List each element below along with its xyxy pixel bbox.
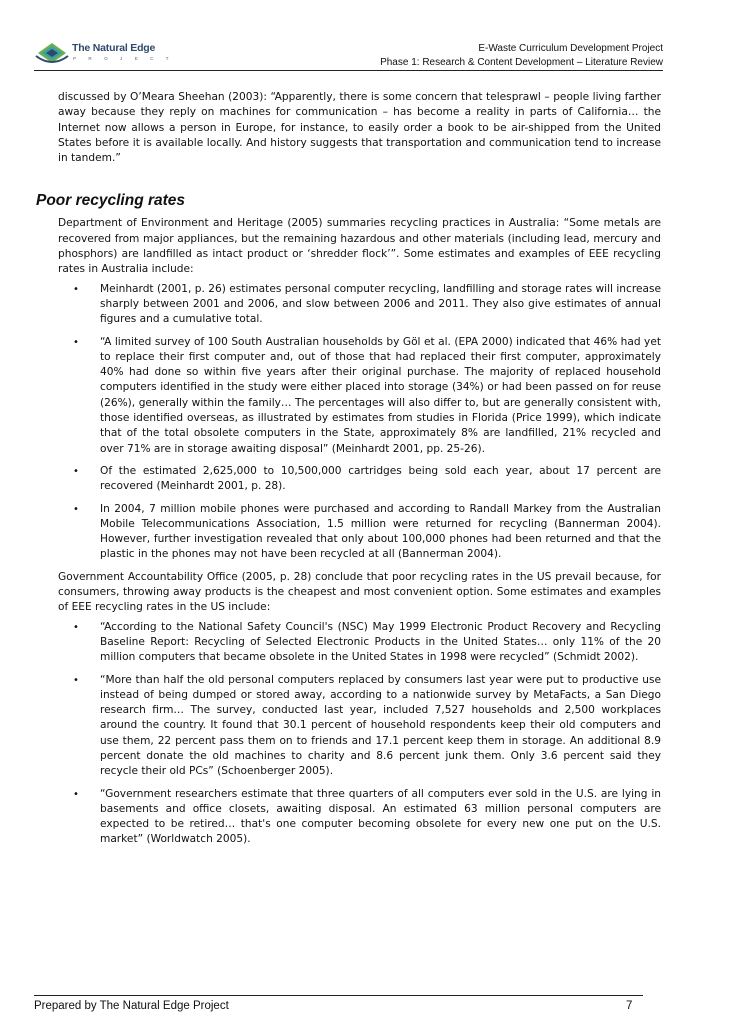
intro-paragraph: discussed by O’Meara Sheehan (2003): “Apparently, there is some concern that telesprawl – people living farther away because they reply on machines for communication – has become a reality in parts of California… the Internet now allows a person in Europe, for instance, to easily order a book to be air-shipped from the United States before it is available locally. And history suggests that transportation and communication tend to increase in tandem.” <box>58 91 661 165</box>
list-item: • Meinhardt (2001, p. 26) estimates personal computer recycling, landfilling and storage rates will increase sharply between 2001 and 2006, and slow between 2006 and 2011. They also give estimates of annual figures and a cumulative total. <box>73 282 661 326</box>
logo-subtitle: P R O J E C T <box>73 56 175 61</box>
australia-list <box>58 282 661 563</box>
project-title: E-Waste Curriculum Development Project <box>478 43 663 54</box>
page-number: 7 <box>626 1000 633 1012</box>
logo-mark-icon <box>34 38 70 68</box>
logo <box>34 38 175 68</box>
list-item: • Of the estimated 2,625,000 to 10,500,000 cartridges being sold each year, about 17 percent are recovered (Meinhardt 2001, p. 28). <box>73 464 661 493</box>
bullet-icon: • <box>73 336 79 348</box>
list-item: • In 2004, 7 million mobile phones were purchased and according to Randall Markey from the Australian Mobile Telecommunications Association, 1.5 million were returned for recycling (Bannerman 2004). However, further investigation revealed that only about 100,000 phones had been returned and that the plastic in the phones may not have been recycled at all (Bannerman 2004). <box>73 502 661 561</box>
list-item: • “More than half the old personal computers replaced by consumers last year were put to productive use instead of being dumped or stored away, according to a nationwide survey by MetaFacts, a San Diego research firm… The survey, conducted last year, included 7,527 households and 2,500 workplaces around the country. It found that 30.1 percent of household respondents keep their old computers and use them, 22 percent pass them on to friends and 17.1 percent keep them in storage. An additional 8.9 percent donate the old machines to charity and 8.6 percent junk them. Only 3.6 percent said they recycle their old PCs” (Schoenberger 2005). <box>73 673 661 778</box>
us-list <box>58 620 661 848</box>
bullet-icon: • <box>73 503 79 515</box>
list-item: • “According to the National Safety Council's (NSC) May 1999 Electronic Product Recovery and Recycling Baseline Report: Recycling of Selected Electronic Products in the United States… only 11% of the 20 million computers that became obsolete in the United States in 1998 were recycled” (Schmidt 2002). <box>73 620 661 664</box>
logo-name: The Natural Edge <box>72 42 156 54</box>
footer-rule <box>34 995 643 996</box>
phase-title: Phase 1: Research & Content Development – Literature Review <box>380 57 663 68</box>
footer-prepared-by: Prepared by The Natural Edge Project <box>34 1000 229 1012</box>
page-header <box>0 0 729 80</box>
bullet-icon: • <box>73 621 79 633</box>
list-item: • “A limited survey of 100 South Australian households by Göl et al. (EPA 2000) indicated that 46% had yet to replace their first computer and, out of those that had replaced their first computer, approximately 40% had done so within five years after their original purchase. The majority of replaced household computers identified in the study were either placed into storage (34%) or had been passed on for reuse (26%), generally within the family… The percentages will also differ to, but are generally consistent with, those identified overseas, as illustrated by estimates from studies in Florida (Price 1999), which indicate that of the total obsolete computers in the State, approximately 8% are landfilled, 21% recycled and over 71% are in storage awaiting disposal” (Meinhardt 2001, pp. 25-26). <box>73 335 661 455</box>
us-paragraph: Government Accountability Office (2005, p. 28) conclude that poor recycling rates in the US prevail because, for consumers, throwing away products is the cheapest and most convenient option. Some estimates and examples of EEE recycling rates in the US include: <box>58 570 661 614</box>
bullet-icon: • <box>73 674 79 686</box>
section-heading: Poor recycling rates <box>36 192 186 210</box>
document-body <box>36 90 661 855</box>
list-item: • “Government researchers estimate that three quarters of all computers ever sold in the U.S. are lying in basements and office closets, awaiting disposal. An estimated 63 million personal computers are expected to be retired… that's one computer becoming obsolete for every new one put on the U.S. market” (Worldwatch 2005). <box>73 787 661 846</box>
bullet-icon: • <box>73 465 79 477</box>
header-titles <box>380 42 663 70</box>
bullet-icon: • <box>73 788 79 800</box>
bullet-icon: • <box>73 283 79 295</box>
australia-paragraph: Department of Environment and Heritage (2005) summaries recycling practices in Australia: “Some metals are recovered from major appliances, but the remaining hazardous and other materials (including lead, mercury and phosphors) are landfilled as intact product or ‘shredder flock’”. Some estimates and examples of EEE recycling rates in Australia include: <box>58 217 661 276</box>
header-rule <box>34 70 663 71</box>
